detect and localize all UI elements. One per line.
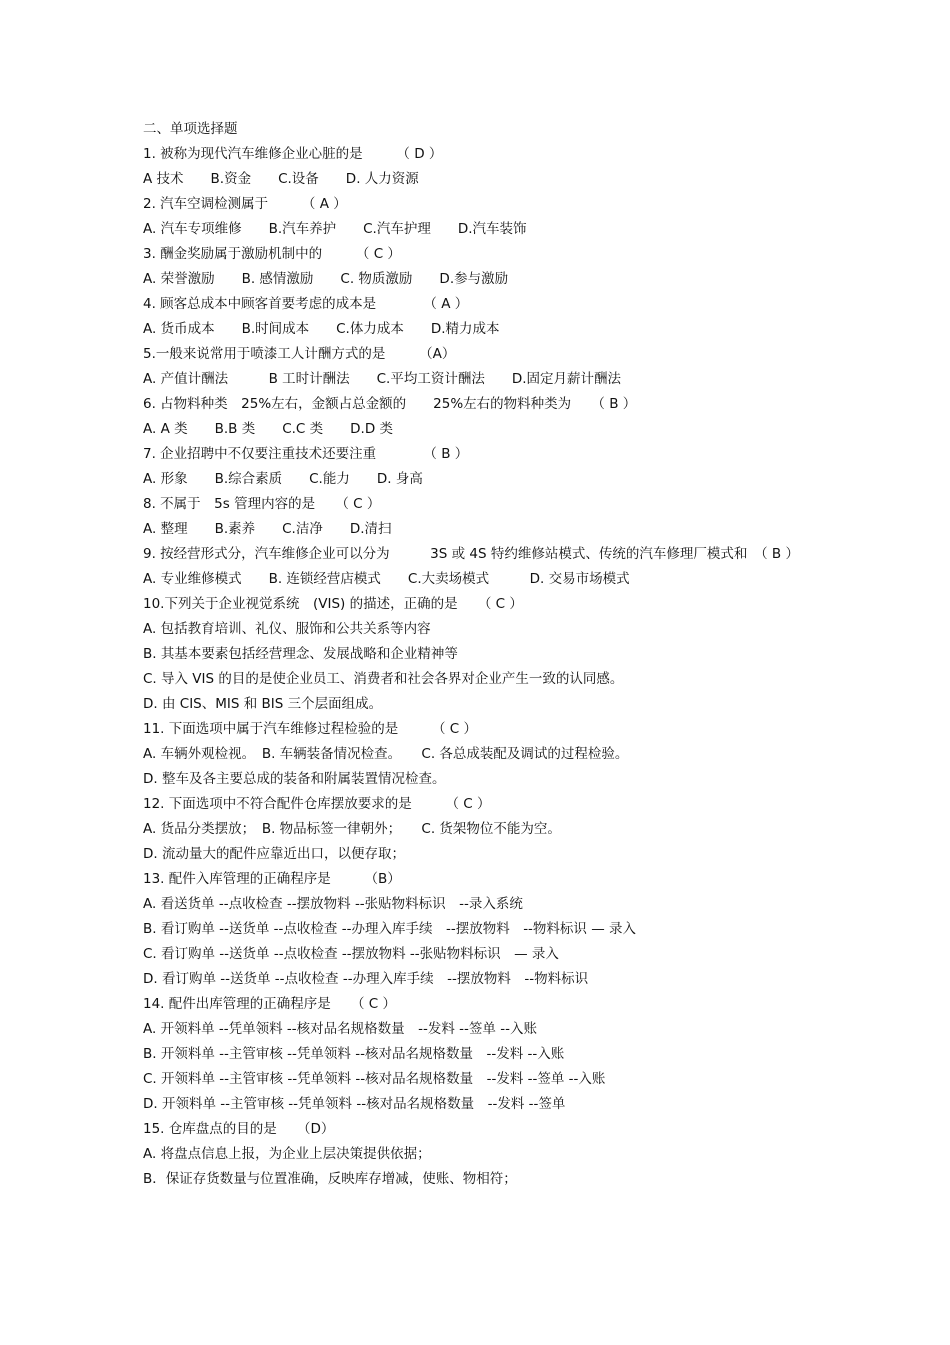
- options-3: A. 荣誉激励 B. 感情激励 C. 物质激励 D.参与激励: [143, 271, 509, 287]
- document-body: [143, 117, 823, 1192]
- options-5: A. 产值计酬法 B 工时计酬法 C.平均工资计酬法 D.固定月薪计酬法: [143, 371, 622, 387]
- question-10: 10.下列关于企业视觉系统 (VIS) 的描述，正确的是 （ C ）: [143, 596, 523, 612]
- option-12-d: D. 流动量大的配件应靠近出口，以便存取；: [143, 846, 405, 862]
- option-13-c: C. 看订购单 --送货单 --点收检查 --摆放物料 --张贴物料标识 — 录入: [143, 946, 559, 962]
- question-9: 9. 按经营形式分，汽车维修企业可以分为 3S 或 4S 特约维修站模式、传统的汽车修理厂模式和 （ B ）: [143, 546, 799, 562]
- question-1: 1. 被称为现代汽车维修企业心脏的是 （ D ）: [143, 146, 443, 162]
- question-15: 15. 仓库盘点的目的是 （D）: [143, 1121, 335, 1137]
- option-10-d: D. 由 CIS、MIS 和 BIS 三个层面组成。: [143, 696, 383, 712]
- options-6: A. A 类 B.B 类 C.C 类 D.D 类: [143, 421, 394, 437]
- section-title: 二、单项选择题: [143, 121, 238, 137]
- question-8: 8. 不属于 5s 管理内容的是 （ C ）: [143, 496, 381, 512]
- question-14: 14. 配件出库管理的正确程序是 （ C ）: [143, 996, 397, 1012]
- options-7: A. 形象 B.综合素质 C.能力 D. 身高: [143, 471, 423, 487]
- option-10-b: B. 其基本要素包括经营理念、发展战略和企业精神等: [143, 646, 458, 662]
- options-9: A. 专业维修模式 B. 连锁经营店模式 C.大卖场模式 D. 交易市场模式: [143, 571, 630, 587]
- option-13-a: A. 看送货单 --点收检查 --摆放物料 --张贴物料标识 --录入系统: [143, 896, 523, 912]
- question-3: 3. 酬金奖励属于激励机制中的 （ C ）: [143, 246, 401, 262]
- question-7: 7. 企业招聘中不仅要注重技术还要注重 （ B ）: [143, 446, 469, 462]
- question-11: 11. 下面选项中属于汽车维修过程检验的是 （ C ）: [143, 721, 478, 737]
- option-14-c: C. 开领料单 --主管审核 --凭单领料 --核对品名规格数量 --发料 --签单 --入账: [143, 1071, 606, 1087]
- option-11-d: D. 整车及各主要总成的装备和附属装置情况检查。: [143, 771, 446, 787]
- options-2: A. 汽车专项维修 B.汽车养护 C.汽车护理 D.汽车装饰: [143, 221, 527, 237]
- question-12: 12. 下面选项中不符合配件仓库摆放要求的是 （ C ）: [143, 796, 491, 812]
- options-4: A. 货币成本 B.时间成本 C.体力成本 D.精力成本: [143, 321, 500, 337]
- option-10-c: C. 导入 VIS 的目的是使企业员工、消费者和社会各界对企业产生一致的认同感。: [143, 671, 624, 687]
- option-14-a: A. 开领料单 --凭单领料 --核对品名规格数量 --发料 --签单 --入账: [143, 1021, 537, 1037]
- option-13-b: B. 看订购单 --送货单 --点收检查 --办理入库手续 --摆放物料 --物料标识 — 录入: [143, 921, 637, 937]
- question-4: 4. 顾客总成本中顾客首要考虑的成本是 （ A ）: [143, 296, 469, 312]
- options-12-abc: A. 货品分类摆放； B. 物品标签一律朝外； C. 货架物位不能为空。: [143, 821, 561, 837]
- option-13-d: D. 看订购单 --送货单 --点收检查 --办理入库手续 --摆放物料 --物料标识: [143, 971, 589, 987]
- option-15-b: B．保证存货数量与位置准确，反映库存增减，使账、物相符；: [143, 1171, 517, 1187]
- option-14-b: B. 开领料单 --主管审核 --凭单领料 --核对品名规格数量 --发料 --入账: [143, 1046, 565, 1062]
- options-1: A 技术 B.资金 C.设备 D. 人力资源: [143, 171, 419, 187]
- options-8: A. 整理 B.素养 C.洁净 D.清扫: [143, 521, 392, 537]
- question-2: 2. 汽车空调检测属于 （ A ）: [143, 196, 347, 212]
- question-6: 6. 占物料种类 25%左右，金额占总金额的 25%左右的物料种类为 （ B ）: [143, 396, 637, 412]
- options-11-abc: A. 车辆外观检视。 B. 车辆装备情况检查。 C. 各总成装配及调试的过程检验。: [143, 746, 629, 762]
- question-5: 5.一般来说常用于喷漆工人计酬方式的是 （A）: [143, 346, 456, 362]
- option-15-a: A. 将盘点信息上报，为企业上层决策提供依据；: [143, 1146, 431, 1162]
- question-13: 13. 配件入库管理的正确程序是 （B）: [143, 871, 401, 887]
- option-14-d: D. 开领料单 --主管审核 --凭单领料 --核对品名规格数量 --发料 --签单: [143, 1096, 566, 1112]
- option-10-a: A. 包括教育培训、礼仪、服饰和公共关系等内容: [143, 621, 431, 637]
